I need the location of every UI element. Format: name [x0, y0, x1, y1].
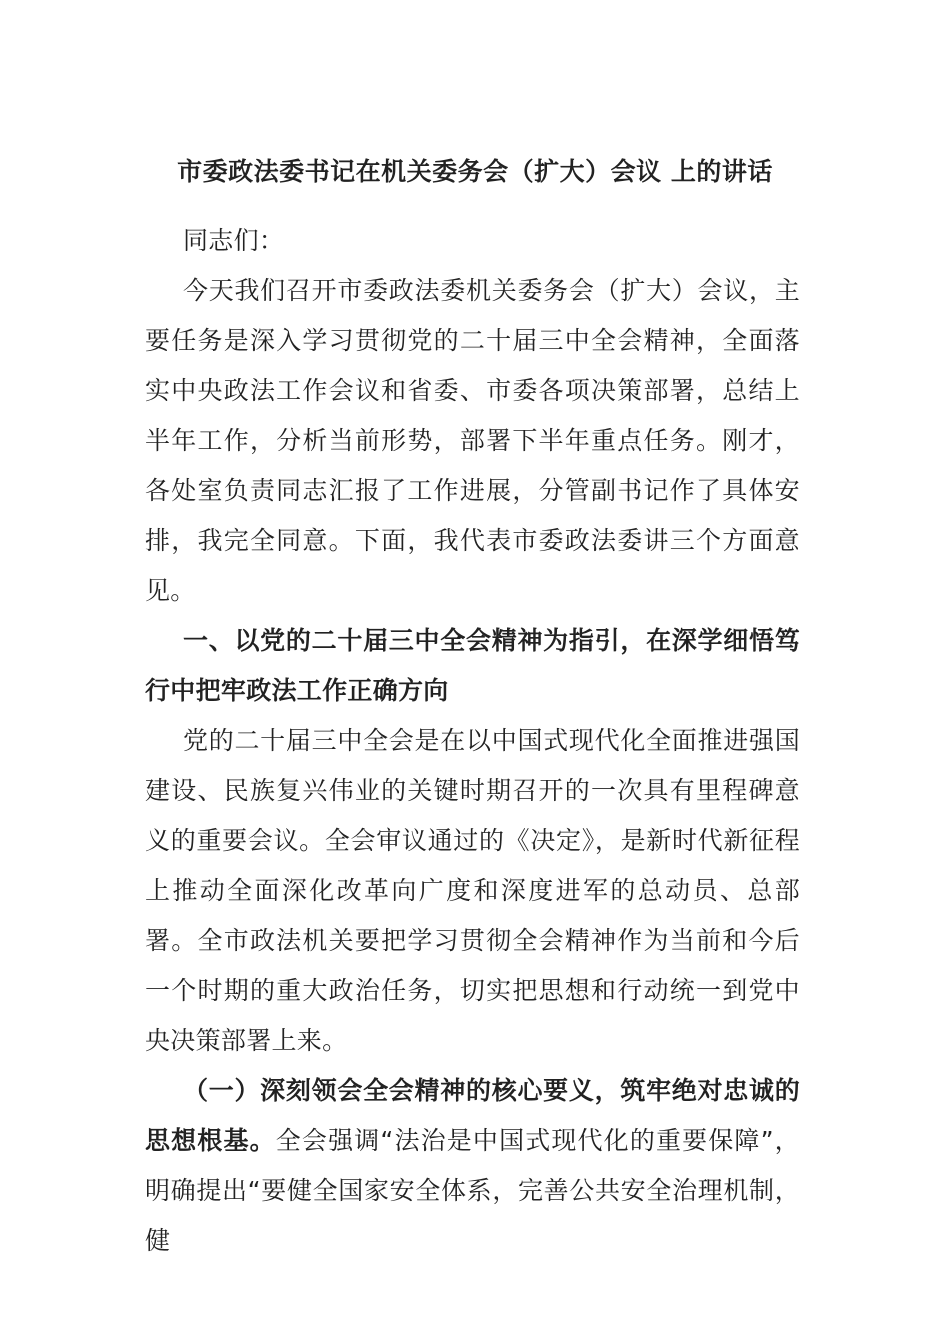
- subsection-one-text: 全会强调“法治是中国式现代化的重要保障”，明确提出“要健全国家安全体系，完善公共安全治理机制，健: [145, 1126, 800, 1255]
- document-title: 市委政法委书记在机关委务会（扩大）会议 上的讲话: [177, 157, 773, 186]
- section-one-heading: 一、以党的二十届三中全会精神为指引，在深学细悟笃行中把牢政法工作正确方向: [145, 626, 800, 705]
- subsection-one-paragraph: [145, 1066, 800, 1266]
- section-one-paragraph: 党的二十届三中全会是在以中国式现代化全面推进强国建设、民族复兴伟业的关键时期召开的一次具有里程碑意义的重要会议。全会审议通过的《决定》，是新时代新征程上推动全面深化改革向广度和深度进军的总动员、总部署。全市政法机关要把学习贯彻全会精神作为当前和今后一个时期的重大政治任务，切实把思想和行动统一到党中央决策部署上来。: [145, 726, 800, 1055]
- subsection-one-lead: （一）深刻领会全会精神的核心要义，筑牢绝对忠诚的思想根基。: [145, 1076, 800, 1155]
- intro-paragraph: 今天我们召开市委政法委机关委务会（扩大）会议，主要任务是深入学习贯彻党的二十届三中全会精神，全面落实中央政法工作会议和省委、市委各项决策部署，总结上半年工作，分析当前形势，部署下半年重点任务。刚才，各处室负责同志汇报了工作进展，分管副书记作了具体安排，我完全同意。下面，我代表市委政法委讲三个方面意见。: [145, 276, 800, 605]
- salutation: 同志们：: [183, 226, 285, 255]
- document-body: [145, 216, 800, 1266]
